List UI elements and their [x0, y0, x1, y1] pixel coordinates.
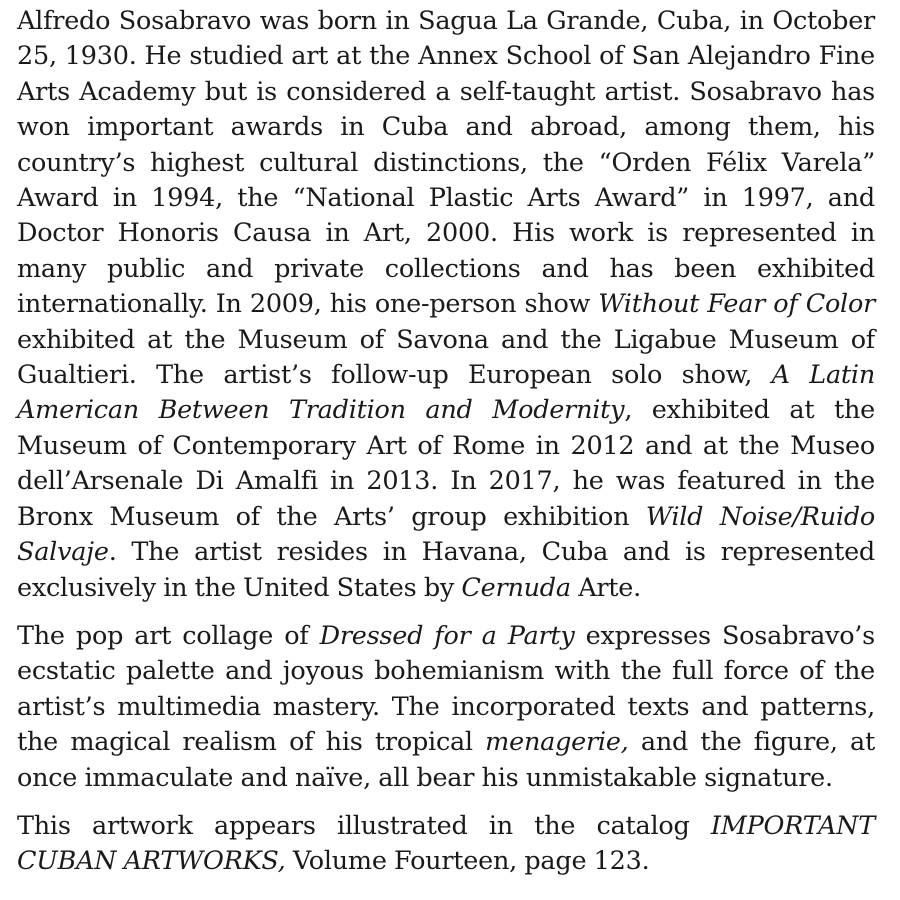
- bio-text-1: Alfredo Sosabravo was born in Sagua La Grande, Cuba, in October 25, 1930. He studied art at the Annex School of San Alejandro Fine Arts Academy but is considered a self-taught artist. Sosabravo has won important awards in Cuba and abroad, among them, his country’s highest cultural distinctions, the “Orden Félix Varela” Award in 1994, the “National Plastic Arts Award” in 1997, and Doctor Honoris Causa in Art, 2000. His work is represented in many public and private collections and has been exhibited internationally. In 2009, his one-person show: [17, 6, 875, 320]
- bio-text-5: Arte.: [570, 572, 641, 603]
- catalog-title: IMPORTANT CUBAN ARTWORKS,: [17, 810, 875, 877]
- exhibition-title-without-fear-of-color: Without Fear of Color: [598, 289, 876, 320]
- artwork-title-dressed-for-a-party: Dressed for a Party: [319, 620, 575, 651]
- bio-text-3: , exhibited at the Museum of Contemporary Art of Rome in 2012 and at the Museo dell’Arsenale Di Amalfi in 2013. In 2017, he was featured in the Bronx Museum of the Arts’ group exhibition: [17, 395, 875, 532]
- menagerie-word: menagerie,: [485, 727, 629, 758]
- bio-text-2: exhibited at the Museum of Savona and the Ligabue Museum of Gualtieri. The artist’s follow-up European solo show,: [17, 324, 875, 391]
- document-body: [17, 4, 875, 880]
- description-text-2: expresses Sosabravo’s ecstatic palette and joyous bohemianism with the full force of the artist’s multimedia mastery. The incorporated texts and patterns, the magical realism of his tropical: [17, 620, 875, 758]
- catalog-text-1: This artwork appears illustrated in the catalog: [17, 810, 711, 841]
- exhibition-title-wild-noise: Wild Noise/Ruido Salvaje: [17, 501, 875, 568]
- gallery-name-cernuda: Cernuda: [461, 572, 571, 603]
- catalog-reference-paragraph: [17, 809, 875, 880]
- description-text-3: and the figure, at once immaculate and naïve, all bear his unmistakable signature.: [17, 727, 875, 793]
- artist-biography-paragraph: [17, 4, 875, 606]
- catalog-text-2: Volume Fourteen, page 123.: [285, 846, 650, 877]
- artwork-description-paragraph: [17, 619, 875, 796]
- exhibition-title-latin-american: A Latin American Between Tradition and Modernity: [17, 360, 875, 426]
- description-text-1: The pop art collage of: [17, 620, 320, 651]
- bio-text-4: . The artist resides in Havana, Cuba and is represented exclusively in the United States by: [17, 537, 875, 603]
